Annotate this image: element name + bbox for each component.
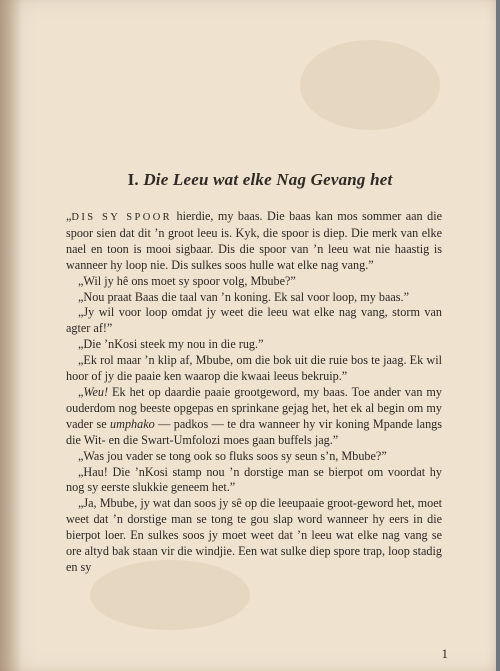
- smallcaps-opening: DIS SY SPOOR: [71, 212, 173, 223]
- chapter-number: I.: [127, 170, 139, 189]
- paragraph-5: „Die ’nKosi steek my nou in die rug.”: [78, 337, 264, 352]
- paragraph-7: „Weu! Ek het op daardie paaie grootgeword, my baas. Toe ander van my ouderdom nog beeste opgepas en sprinkane gejag het, het ek al begin om my vader se umphako — padkos — te dra wanneer hy vir koning Mpande langs die Wit- en die Swart-Umfolozi moes gaan buffels jag.”: [66, 384, 443, 447]
- paragraph-9: „Hau! Die ’nKosi stamp nou ’n dorstige man se bierpot om voordat hy nog sy eerste slukkie geneem het.”: [66, 464, 442, 495]
- paragraph-6: „Ek rol maar ’n klip af, Mbube, om die bok uit die ruie bos te jaag. Ek wil hoor of jy die paaie ken waarop die kwaai leeus bekruip.”: [66, 353, 442, 384]
- page-number: 1: [441, 646, 448, 661]
- paper-stain: [300, 40, 440, 130]
- chapter-title: [60, 170, 460, 190]
- paragraph-8: „Was jou vader se tong ook so fluks soos sy seun s’n, Mbube?”: [78, 448, 387, 463]
- paragraph-3: „Nou praat Baas die taal van ’n koning. Ek sal voor loop, my baas.”: [78, 289, 410, 304]
- paragraph-2: „Wil jy hê ons moet sy spoor volg, Mbube?”: [78, 273, 296, 288]
- body-text: [66, 209, 442, 576]
- paragraph-10: „Ja, Mbube, jy wat dan soos jy sê op die leeupaaie groot-geword het, moet weet dat ’n dorstige man se tong te gou slap word wanneer hy eers in die bierpot loer. En sulkes soos jy moet weet dat ’n leeu wat elke nag vang se ore altyd bak staan vir die windjie. Een wat sulke diep spore trap, loop stadig en sy: [66, 496, 442, 574]
- paragraph-1: „DIS SY SPOOR hierdie, my baas. Die baas kan mos sommer aan die spoor sien dat dit ’n groot leeu is. Kyk, die spoor is diep. Die merk van elke nael en toon is mooi sigbaar. Dis die spoor van ’n leeu wat nie haastig is wanneer hy loop nie. Dis sulkes soos hulle wat elke nag vang.”: [66, 209, 442, 272]
- paragraph-4: „Jy wil voor loop omdat jy weet die leeu wat elke nag vang, storm van agter af!”: [66, 305, 442, 336]
- background-edge: [496, 0, 500, 671]
- chapter-name: Die Leeu wat elke Nag Gevang het: [143, 170, 393, 189]
